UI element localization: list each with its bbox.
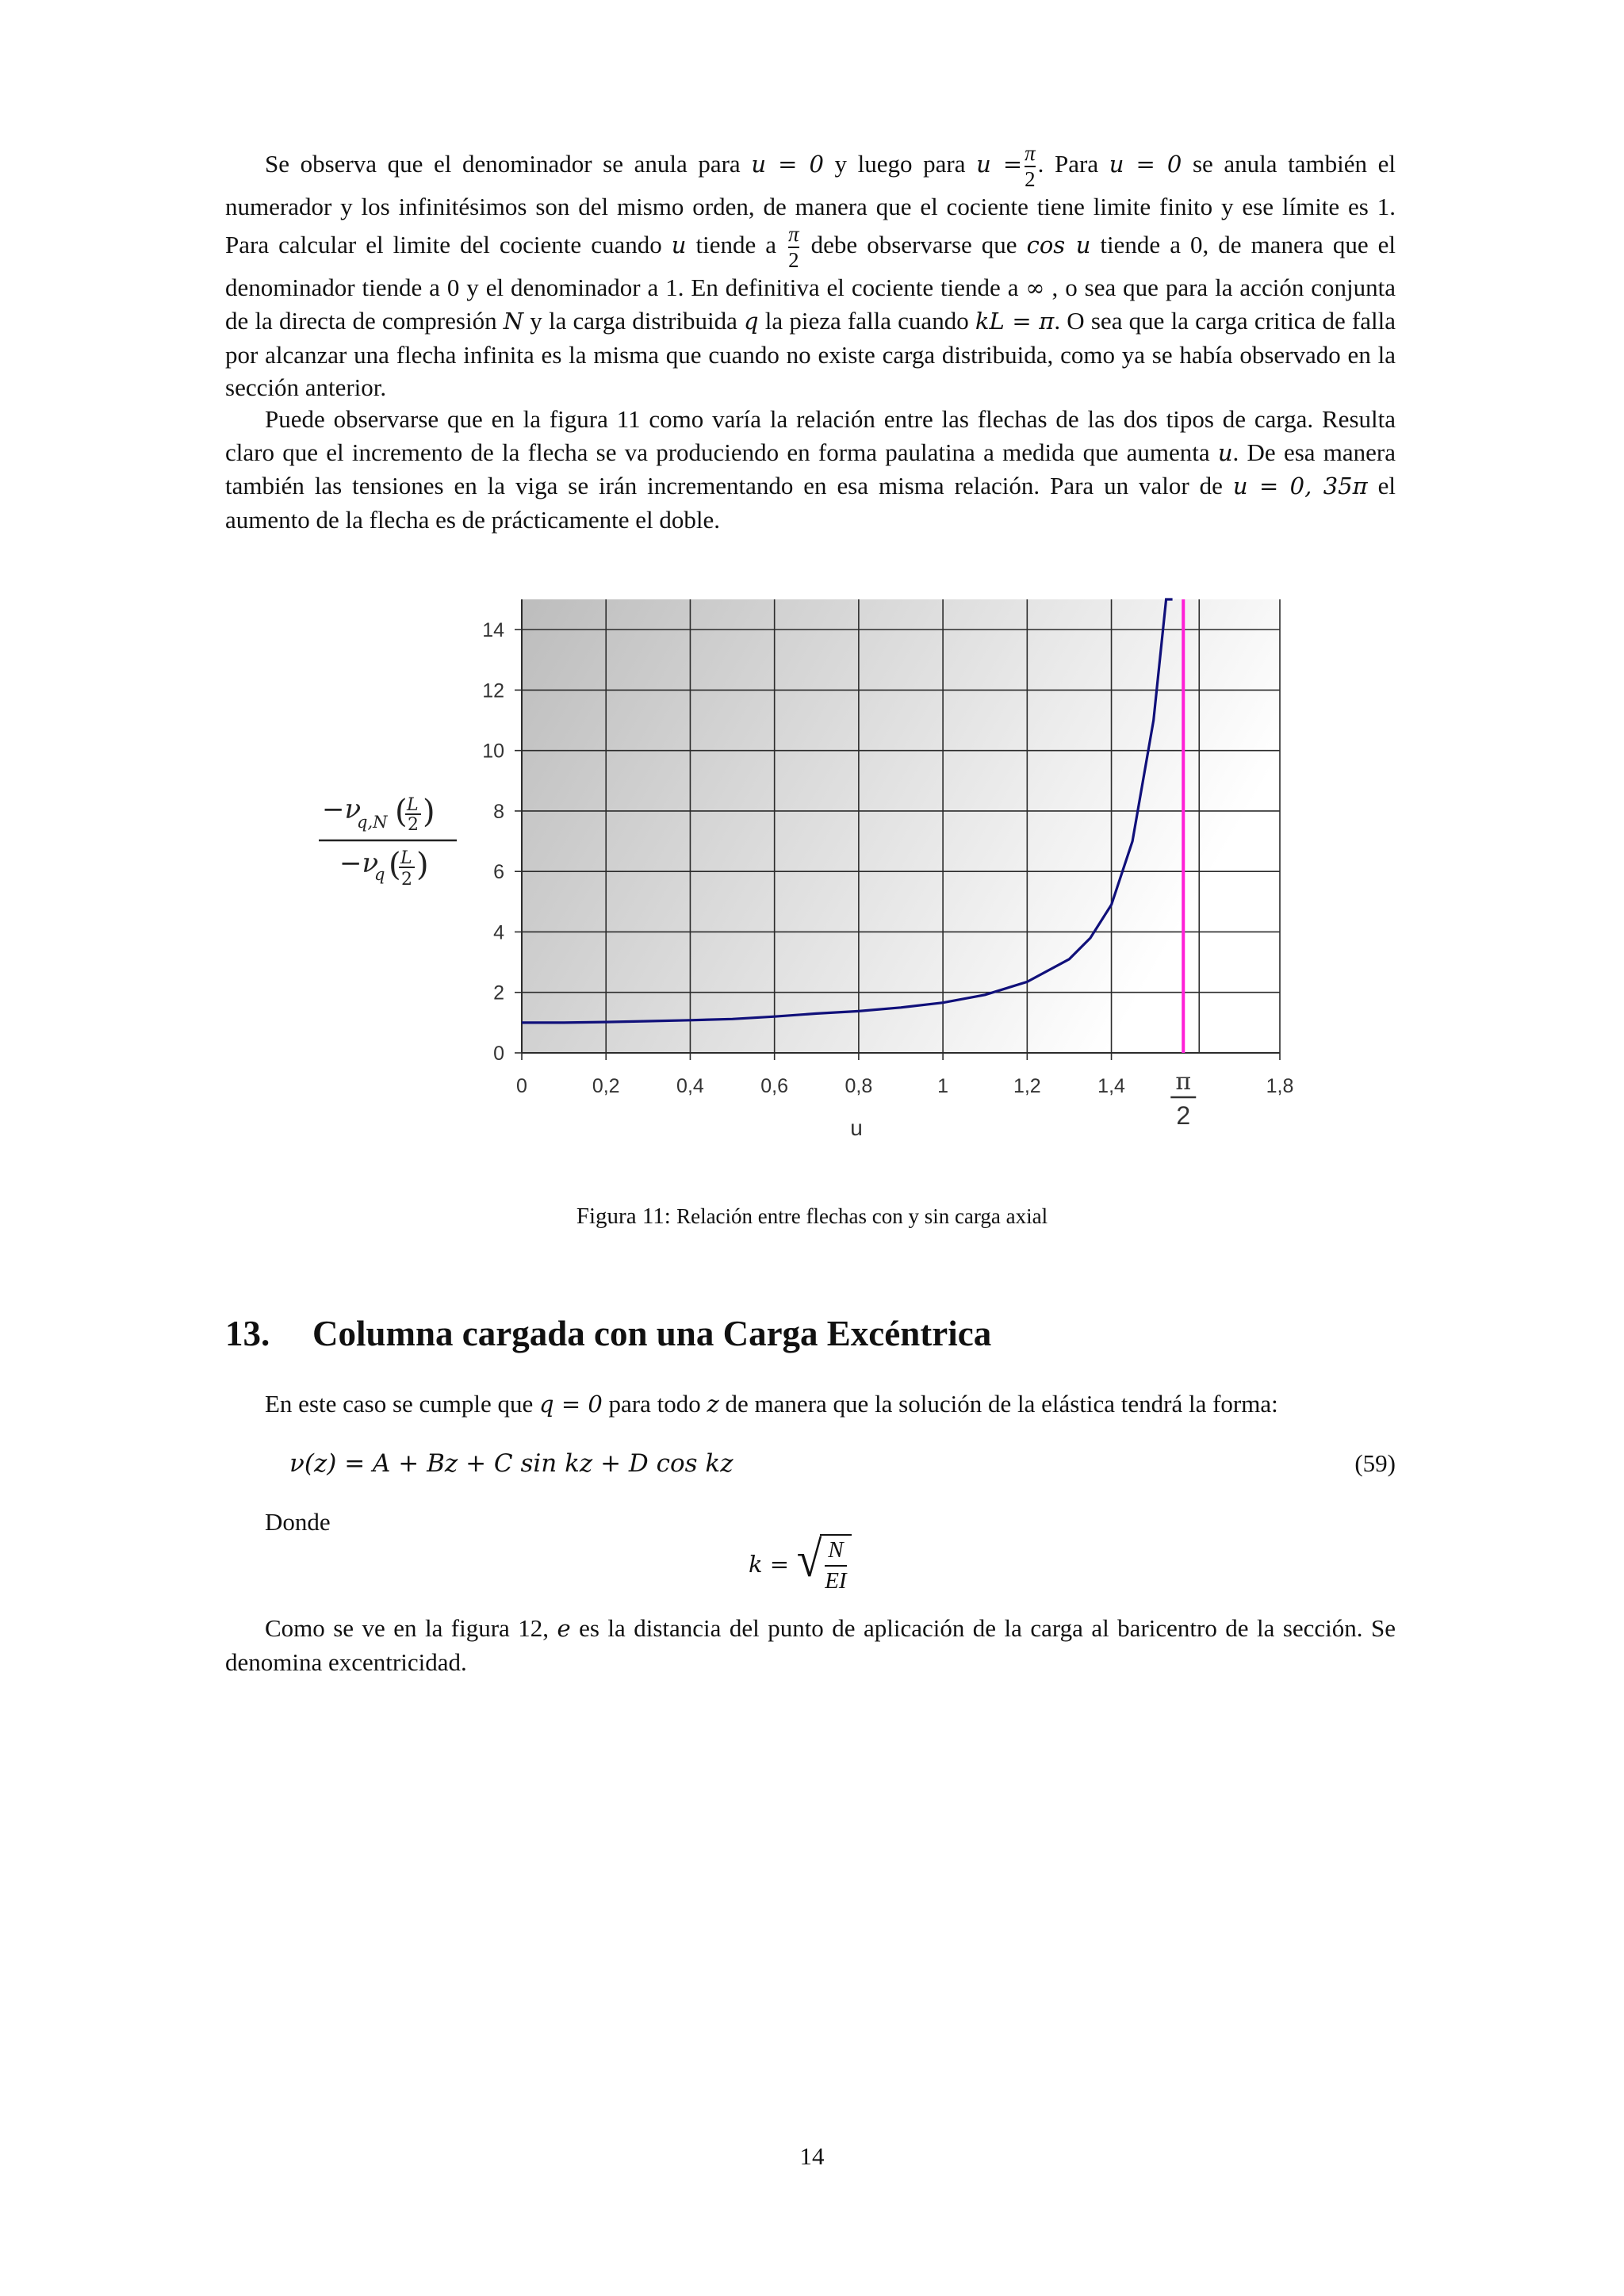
x-axis-label: u [850, 1115, 863, 1140]
k-equation [749, 1531, 852, 1594]
paragraph-2 [225, 403, 1396, 536]
text-run: se anula también el numerador y los infinitésimos son del mismo orden, de manera que el cociente tiene limite finito y ese límite es 1. Para calcular el limite del cociente cuando [225, 150, 1396, 258]
equation-59: ν(z) = A + Bz + C sin kz + D cos kz [289, 1449, 733, 1478]
math-inline: e [557, 1615, 571, 1642]
equation-number: (59) [1354, 1449, 1396, 1477]
sqrt-expression [795, 1531, 852, 1594]
y-tick-label: 0 [493, 1043, 504, 1065]
text-run: la pieza falla cuando [758, 307, 975, 335]
text-run: y luego para [823, 150, 977, 178]
figure-caption [0, 1203, 1624, 1230]
math-inline: kL = π [975, 308, 1055, 335]
ylabel-num-main: −ν [322, 794, 362, 825]
math-inline: u [671, 231, 687, 258]
paragraph-4 [225, 1612, 1396, 1678]
math-inline: u = 0, 35π [1232, 473, 1368, 499]
text-run: el aumento de la flecha es de prácticamente el doble. [225, 472, 1396, 534]
k-denominator: EI [825, 1568, 847, 1594]
page-number: 14 [799, 2142, 825, 2170]
text-run: para todo [602, 1390, 707, 1418]
math-inline: u [1217, 438, 1233, 466]
x-tick-label: 0,2 [592, 1075, 620, 1097]
x-tick-label: 0 [516, 1075, 527, 1097]
ylabel-den-sub: q [374, 865, 385, 884]
text-run: es la distancia del punto de aplicación de la carga al baricentro de la sección. Se denomina excentricidad. [225, 1614, 1396, 1676]
y-tick-label: 8 [493, 800, 504, 823]
pi-tick-denominator: 2 [1176, 1101, 1191, 1130]
section-number: 13. [225, 1314, 270, 1353]
math-inline: ∞ [1025, 274, 1045, 301]
math-inline: N [503, 308, 524, 335]
ylabel-num-L: L [407, 795, 419, 815]
text-run: . Para [1037, 150, 1109, 178]
math-inline: u = [976, 151, 1023, 178]
ylabel-paren-open: ( [389, 847, 401, 883]
x-tick-label: 0,4 [676, 1075, 704, 1097]
x-tick-label: 0,8 [845, 1075, 873, 1097]
pi-over-2-tick-label [1170, 1068, 1196, 1130]
y-tick-label: 14 [482, 619, 504, 642]
section-heading [225, 1313, 991, 1354]
x-tick-label: 1 [937, 1075, 949, 1097]
caption-text: Relación entre flechas con y sin carga axial [676, 1204, 1048, 1228]
text-run: Puede observarse que en la figura 11 como varía la relación entre las flechas de las dos tipos de carga. Resulta claro que el incremento de la flecha se va produciendo en forma paulatina a medida que aumenta [225, 405, 1396, 466]
math-inline: z [707, 1391, 719, 1418]
ylabel-paren-close: ) [416, 847, 429, 883]
text-run: y la carga distribuida [523, 307, 745, 335]
x-tick-label: 1,4 [1097, 1075, 1125, 1097]
y-tick-label: 4 [493, 921, 504, 944]
text-run: . O sea que la carga critica de falla por alcanzar una flecha infinita es la misma que cuando no existe carga distribuida, como ya se había observado en la sección anterior. [225, 307, 1396, 401]
math-inline: q [744, 308, 759, 335]
x-tick-label: 1,2 [1013, 1075, 1041, 1097]
x-tick-label: 0,6 [760, 1075, 789, 1097]
x-tick-label: 1,8 [1266, 1075, 1294, 1097]
text-run: tiende a 0, de manera que el denominador tiende a 0 y el denominador a 1. En definitiva el cociente tiende a [225, 230, 1396, 301]
math-inline: q = 0 [539, 1391, 603, 1418]
text-run: debe observarse que [801, 230, 1027, 258]
y-tick-label: 12 [482, 679, 504, 702]
ylabel-num-sub: q,N [357, 813, 388, 832]
caption-label: Figura 11: [576, 1203, 671, 1229]
math-inline: u = 0 [751, 151, 824, 178]
y-tick-label: 2 [493, 982, 504, 1004]
math-inline: u = 0 [1109, 151, 1182, 178]
donde-label: Donde [265, 1508, 331, 1536]
y-tick-label: 10 [482, 740, 504, 763]
ylabel-den-main: −ν [339, 848, 379, 879]
text-run: de manera que la solución de la elástica tendrá la forma: [718, 1390, 1278, 1418]
text-run: En este caso se cumple que [265, 1390, 540, 1418]
fraction-pi-over-2: $\frac{\pi}{2}$ [1025, 141, 1036, 191]
ylabel-den-2: 2 [401, 870, 412, 890]
fraction-pi-over-2: $\frac{\pi}{2}$ [788, 221, 799, 272]
text-run: , o sea que para la acción conjunta de la directa de compresión [225, 273, 1396, 335]
radical-sign: √ [796, 1531, 822, 1587]
y-tick-label: 6 [493, 861, 504, 884]
text-run: Como se ve en la figura 12, [265, 1614, 557, 1642]
paragraph-1 [225, 143, 1396, 404]
ylabel-paren-open: ( [395, 794, 408, 830]
pi-tick-numerator: π [1175, 1068, 1192, 1096]
ylabel-num-2: 2 [408, 815, 419, 835]
ratio-chart [301, 587, 1332, 1158]
plot-area [522, 599, 1280, 1053]
math-inline: cos u [1026, 231, 1091, 258]
paragraph-3 [225, 1387, 1396, 1422]
ylabel-paren-close: ) [423, 794, 435, 830]
k-numerator: N [828, 1537, 844, 1563]
text-run: Se observa que el denominador se anula para [265, 150, 752, 178]
text-run: tiende a [686, 230, 787, 258]
k-equation-lhs: k = [749, 1551, 790, 1578]
ylabel-den-L: L [400, 848, 412, 868]
section-title-text: Columna cargada con una Carga Excéntrica [312, 1314, 992, 1353]
text-run: . De esa manera también las tensiones en la viga se irán incrementando en esa misma relación. Para un valor de [225, 438, 1396, 499]
